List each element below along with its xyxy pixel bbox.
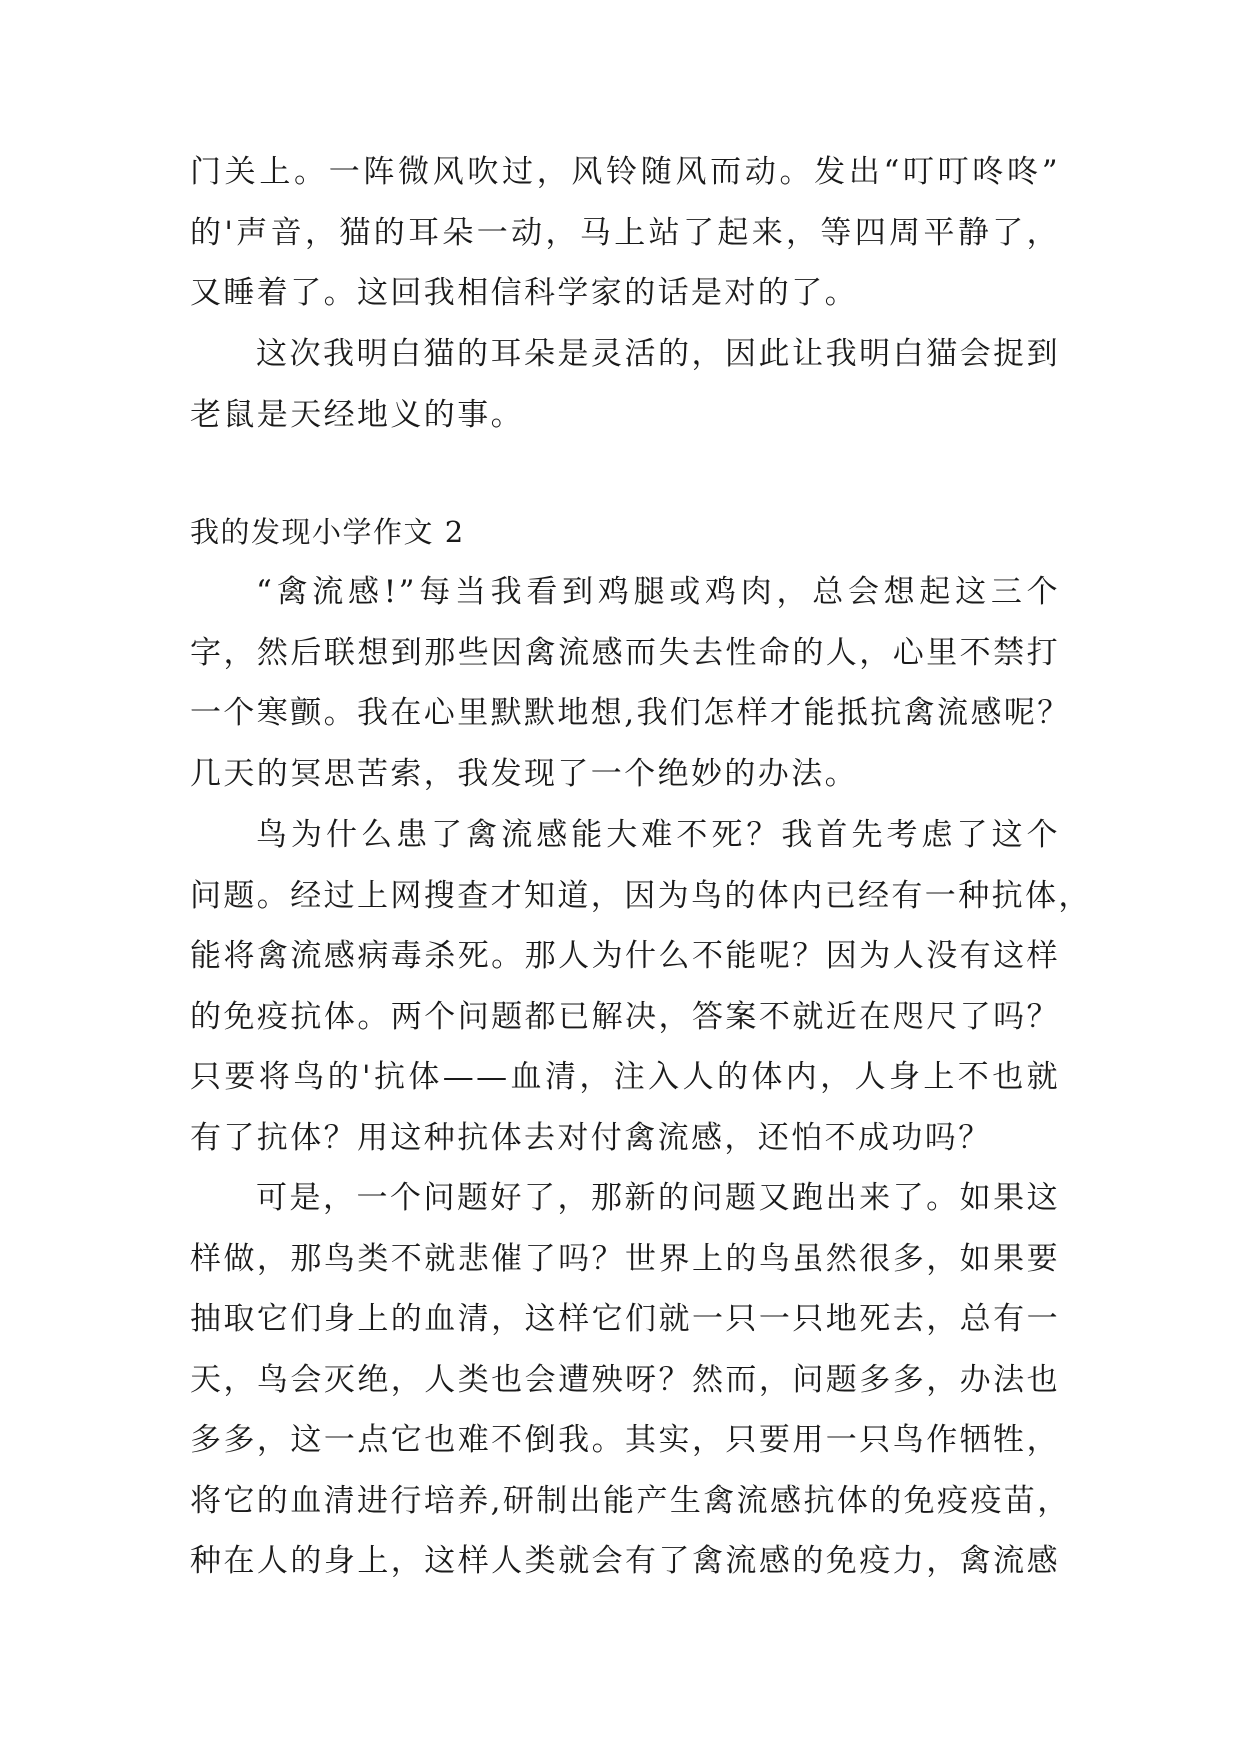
paragraph-line: 只要将鸟的'抗体——血清，注入人的体内，人身上不也就 bbox=[190, 1059, 1060, 1095]
paragraph-line: 有了抗体？用这种抗体去对付禽流感，还怕不成功吗？ bbox=[190, 1119, 992, 1156]
paragraph-line: 种在人的身上，这样人类就会有了禽流感的免疫力，禽流感 bbox=[190, 1543, 1060, 1579]
paragraph-line: 字，然后联想到那些因禽流感而失去性命的人，心里不禁打 bbox=[190, 634, 1060, 671]
paragraph-line: 多多，这一点它也难不倒我。其实，只要用一只鸟作牺牲， bbox=[190, 1422, 1060, 1458]
paragraph-line: 的'声音，猫的耳朵一动，马上站了起来，等四周平静了， bbox=[190, 214, 1060, 251]
essay-2-heading-block bbox=[190, 502, 1060, 563]
paragraph-line: “禽流感!”每当我看到鸡腿或鸡肉，总会想起这三个 bbox=[256, 574, 1060, 610]
paragraph-line: 几天的冥思苦索，我发现了一个绝妙的办法。 bbox=[190, 755, 858, 792]
essay-2-paragraph-1 bbox=[190, 562, 1071, 804]
paragraph-line: 可是，一个问题好了，那新的问题又跑出来了。如果这 bbox=[256, 1180, 1060, 1216]
paragraph-line: 这次我明白猫的耳朵是灵活的，因此让我明白猫会捉到 bbox=[256, 336, 1060, 372]
essay-1-continuation bbox=[190, 142, 1060, 324]
paragraph-line: 鸟为什么患了禽流感能大难不死？我首先考虑了这个 bbox=[256, 817, 1060, 853]
paragraph-line: 问题。经过上网搜查才知道，因为鸟的体内已经有一种抗体， bbox=[190, 877, 1092, 914]
essay-1-conclusion bbox=[190, 324, 1060, 445]
paragraph-line: 门关上。一阵微风吹过，风铃随风而动。发出“叮叮咚咚” bbox=[190, 154, 1060, 190]
paragraph-line: 将它的血清进行培养,研制出能产生禽流感抗体的免疫疫苗， bbox=[190, 1482, 1071, 1519]
paragraph-line: 抽取它们身上的血清，这样它们就一只一只地死去，总有一 bbox=[190, 1301, 1060, 1337]
paragraph-line: 一个寒颤。我在心里默默地想,我们怎样才能抵抗禽流感呢？ bbox=[190, 695, 1071, 731]
paragraph-line: 样做，那鸟类不就悲催了吗？世界上的鸟虽然很多，如果要 bbox=[190, 1240, 1060, 1277]
paragraph-line: 能将禽流感病毒杀死。那人为什么不能呢？因为人没有这样 bbox=[190, 938, 1060, 974]
paragraph-line: 的免疫抗体。两个问题都已解决，答案不就近在咫尺了吗？ bbox=[190, 998, 1060, 1035]
paragraph-line: 老鼠是天经地义的事。 bbox=[190, 396, 524, 433]
essay-title: 我的发现小学作文 2 bbox=[190, 515, 465, 549]
essay-2-paragraph-3 bbox=[190, 1168, 1071, 1592]
paragraph-line: 又睡着了。这回我相信科学家的话是对的了。 bbox=[190, 275, 858, 311]
paragraph-line: 天，鸟会灭绝，人类也会遭殃呀？然而，问题多多，办法也 bbox=[190, 1361, 1060, 1398]
essay-2-paragraph-2 bbox=[190, 805, 1092, 1168]
